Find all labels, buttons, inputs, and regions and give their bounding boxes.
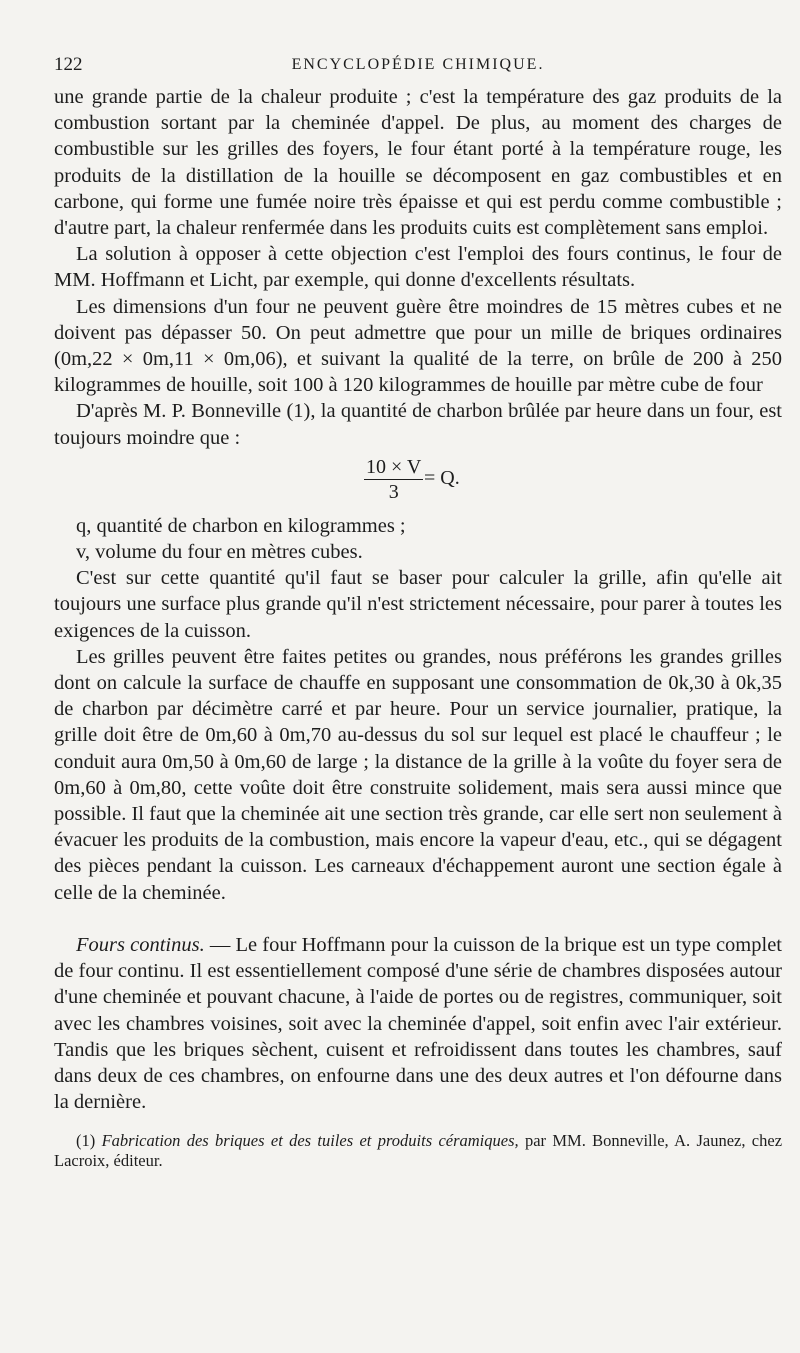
- page-header: [54, 48, 782, 78]
- paragraph-5: C'est sur cette quantité qu'il faut se baser pour calculer la grille, afin qu'elle ait toujours une surface plus grande qu'il n'est strictement nécessaire, pour parer à toutes les exigences de la cuisson.: [54, 567, 782, 642]
- paragraph-4: D'après M. P. Bonneville (1), la quantité de charbon brûlée par heure dans un four, est toujours moindre que :: [54, 400, 782, 449]
- book-page: [54, 48, 782, 1171]
- paragraph-7: [54, 932, 782, 1115]
- footnote-rest: par MM. Bonneville, A. Jaunez, chez Lacroix, éditeur.: [54, 1131, 783, 1171]
- footnote-marker: (1): [76, 1131, 96, 1151]
- formula-denominator: 3: [388, 480, 399, 503]
- paragraph-7-body: — Le four Hoffmann pour la cuisson de la brique est un type complet de four continu. Il est essentiellement composé d'une série de chambres disposées autour d'une cheminée et pouvant chacune, à l'aide de portes ou de registres, communiquer, soit avec les chambres voisines, soit avec la cheminée d'appel, soit enfin avec l'air extérieur. Tandis que les briques sèchent, cuisent et refroidissent dans toutes les chambres, sauf dans deux de ces chambres, on enfourne dans une des deux autres et l'on défourne dans la dernière.: [54, 933, 782, 1114]
- paragraph-6: Les grilles peuvent être faites petites ou grandes, nous préférons les grandes grilles dont on calcule la surface de chauffe en supposant une consommation de 0k,30 à 0k,35 de charbon par décimètre carré et par heure. Pour un service journalier, pratique, la grille doit être de 0m,60 à 0m,70 au-dessus du sol sur lequel est placé le chauffeur ; le conduit aura 0m,50 à 0m,60 de large ; la distance de la grille à la voûte du foyer sera de 0m,60 à 0m,80, cette voûte doit être construite solidement, mais sera aussi mince que possible. Il faut que la cheminée ait une section très grande, car elle sert non seulement à évacuer les produits de la combustion, mais encore la vapeur d'eau, etc., qui se dégagent des pièces pendant la cuisson. Les carneaux d'échappement auront une section égale à celle de la cheminée.: [54, 645, 782, 904]
- running-title: ENCYCLOPÉDIE CHIMIQUE.: [291, 56, 545, 73]
- paragraph-2: La solution à opposer à cette objection c'est l'emploi des fours continus, le four de MM. Hoffmann et Licht, par exemple, qui donne d'excellents résultats.: [54, 243, 782, 292]
- section-title: Fours continus.: [76, 933, 205, 956]
- definition-q: q, quantité de charbon en kilogrammes ;: [76, 514, 406, 537]
- formula-result: = Q.: [424, 466, 460, 489]
- footnote: [54, 1131, 782, 1171]
- paragraph-3: Les dimensions d'un four ne peuvent guère être moindres de 15 mètres cubes et ne doivent pas dépasser 50. On peut admettre que pour un mille de briques ordinaires (0m,22 × 0m,11 × 0m,06), et suivant la qualité de la terre, on brûle de 200 à 250 kilogrammes de houille, soit 100 à 120 kilogrammes de houille par mètre cube de four: [54, 295, 782, 397]
- formula: [54, 451, 782, 513]
- page-number: 122: [54, 54, 83, 75]
- definition-v: v, volume du four en mètres cubes.: [76, 541, 363, 564]
- formula-numerator: 10 × V: [366, 455, 422, 478]
- footnote-title: Fabrication des briques et des tuiles et produits céramiques,: [101, 1131, 519, 1151]
- formula-fraction: [364, 455, 423, 504]
- paragraph-1: une grande partie de la chaleur produite ; c'est la température des gaz produits de la combustion sortant par la cheminée d'appel. De plus, au moment des charges de combustible sur les grilles des foyers, le four étant porté à la température rouge, les produits de la distillation de la houille se décomposent en gaz combustibles et en carbone, qui forme une fumée noire très épaisse et qui est perdu comme combustible ; d'autre part, la chaleur renfermée dans les produits cuits est complètement sans emploi.: [54, 86, 782, 240]
